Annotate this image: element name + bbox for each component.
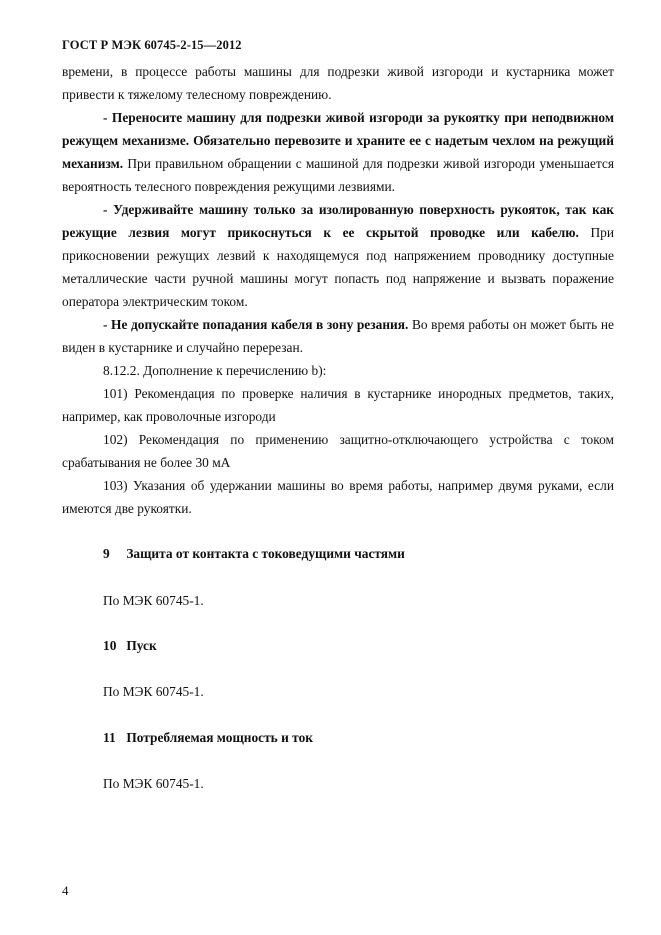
paragraph-4 (62, 313, 614, 359)
document-header: ГОСТ Р МЭК 60745-2-15—2012 (62, 38, 242, 52)
paragraph-6 (62, 382, 614, 428)
paragraph-3 (62, 198, 614, 313)
paragraph-8 (62, 474, 614, 520)
paragraph-2-bold: - Переносите машину для подрезки живой изгороди за рукоятку при неподвижном режущем механизме. Обязательно перевозите и храните ее с надетым чехлом на режущий механизм. (62, 110, 614, 171)
paragraph-1 (62, 60, 614, 106)
paragraph-7 (62, 428, 614, 474)
section-title: Защита от контакта с токоведущими частями (126, 546, 405, 561)
section-heading-11 (103, 730, 313, 746)
paragraph-6-text: 101) Рекомендация по проверке наличия в кустарнике инородных предметов, таких, например, как проволочные изгороди (62, 386, 614, 424)
paragraph-5 (62, 359, 614, 382)
paragraph-1-text: времени, в процессе работы машины для подрезки живой изгороди и кустарника может привести к тяжелому телесному повреждению. (62, 64, 614, 102)
paragraph-7-text: 102) Рекомендация по применению защитно-отключающего устройства с током срабатывания не более 30 мА (62, 432, 614, 470)
paragraph-4-bold: - Не допускайте попадания кабеля в зону резания. (103, 317, 409, 332)
section-text-11: По МЭК 60745-1. (103, 776, 204, 791)
page-number: 4 (62, 883, 69, 898)
section-title: Пуск (126, 638, 157, 653)
section-number: 11 (103, 730, 116, 745)
paragraph-2-text: При правильном обращении с машиной для подрезки живой изгороди уменьшается вероятность телесного повреждения режущими лезвиями. (62, 156, 614, 194)
section-heading-10 (103, 638, 157, 654)
paragraph-3-bold: - Удерживайте машину только за изолированную поверхность рукояток, так как режущие лезвия могут прикоснуться к ее скрытой проводке или кабелю. (62, 202, 614, 240)
section-number: 9 (103, 546, 110, 561)
section-title: Потребляемая мощность и ток (126, 730, 313, 745)
paragraph-5-text: 8.12.2. Дополнение к перечислению b): (103, 363, 327, 378)
paragraph-8-text: 103) Указания об удержании машины во время работы, например двумя руками, если имеются две рукоятки. (62, 478, 614, 516)
section-heading-9 (103, 546, 405, 562)
body-text (62, 60, 614, 520)
section-text-10: По МЭК 60745-1. (103, 684, 204, 699)
section-number: 10 (103, 638, 117, 653)
section-text-9: По МЭК 60745-1. (103, 593, 204, 608)
paragraph-4-text: Во время работы он может быть не виден в кустарнике и случайно перерезан. (62, 317, 614, 355)
paragraph-2 (62, 106, 614, 198)
paragraph-3-text: При прикосновении режущих лезвий к находящемуся под напряжением проводнику доступные металлические части ручной машины могут попасть под напряжение и вызвать поражение оператора электрическим током. (62, 225, 614, 309)
